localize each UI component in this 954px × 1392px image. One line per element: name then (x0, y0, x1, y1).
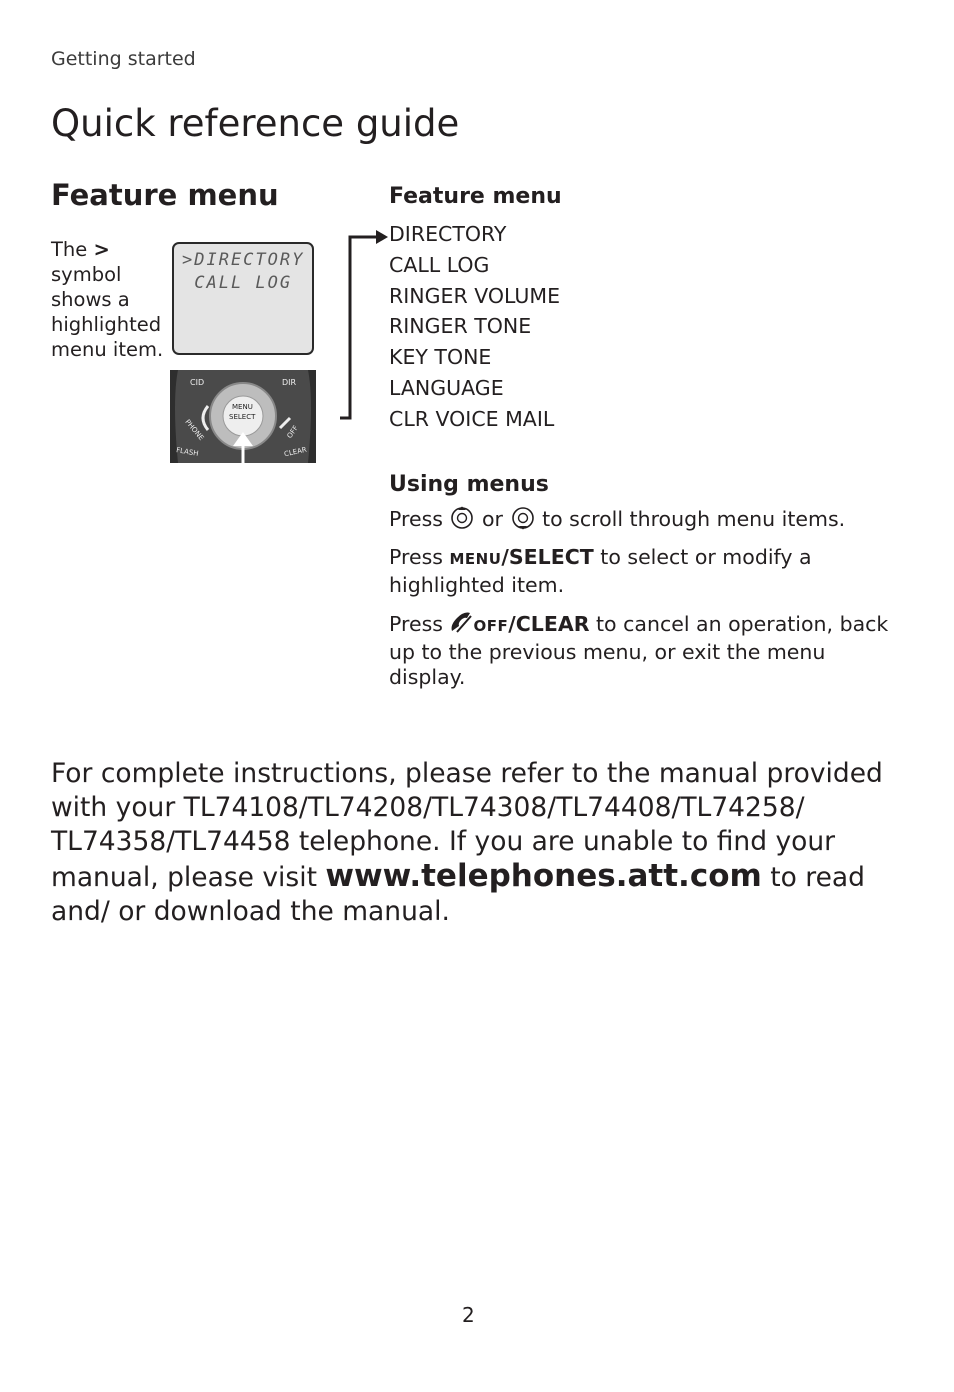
highlight-caption (51, 237, 171, 362)
display-line-directory: >DIRECTORY (182, 250, 305, 270)
scroll-up-key-icon (449, 506, 475, 530)
feature-menu-heading: Feature menu (51, 178, 279, 212)
select-instruction-rest: to select or modify a highlighted item. (389, 545, 812, 597)
cid-key-label: CID (190, 378, 205, 387)
feature-menu-list-heading: Feature menu (389, 184, 562, 209)
caption-symbol: > (93, 238, 110, 261)
using-menus-heading: Using menus (389, 472, 549, 497)
website-link[interactable]: www.telephones.att.com (325, 858, 762, 894)
scroll-instruction (389, 506, 889, 533)
off-key-name: OFF (473, 617, 509, 635)
handset-display (172, 242, 314, 355)
press-text: Press (389, 507, 443, 531)
manual-text-end: to read and/ or download the manual. (51, 862, 865, 927)
menu-item-clr-voice-mail: CLR VOICE MAIL (389, 406, 555, 431)
dir-key-label: DIR (282, 378, 297, 387)
handset-keypad-illustration (168, 370, 318, 463)
display-line-call-log: CALL LOG (182, 273, 293, 293)
menu-item-directory: DIRECTORY (389, 222, 507, 246)
caption-rest: symbol shows a highlighted menu item. (51, 263, 164, 361)
page-title: Quick reference guide (51, 102, 460, 145)
phone-off-icon (449, 611, 473, 635)
page-number: 2 (462, 1303, 475, 1327)
menu-item-key-tone: KEY TONE (389, 345, 492, 370)
manual-reference-paragraph (51, 757, 901, 929)
menu-key-name: MENU (449, 550, 502, 568)
feature-menu-list (389, 222, 560, 438)
scroll-down-key-icon (510, 506, 536, 530)
section-label: Getting started (51, 48, 196, 70)
clear-key-name: /CLEAR (508, 612, 590, 636)
menu-item-language: LANGUAGE (389, 375, 504, 400)
menu-key-label: MENU (232, 403, 253, 411)
cancel-instruction-rest: to cancel an operation, back up to the previous menu, or exit the menu display. (389, 612, 889, 689)
select-key-label: SELECT (229, 413, 256, 421)
cancel-instruction (389, 611, 889, 691)
select-instruction (389, 545, 889, 598)
press-text: Press (389, 612, 443, 636)
clear-key-label: CLEAR (283, 445, 308, 459)
or-text: or (482, 507, 503, 531)
press-text: Press (389, 545, 443, 569)
menu-item-ringer-volume: RINGER VOLUME (389, 283, 561, 308)
menu-item-call-log: CALL LOG (389, 252, 490, 277)
select-key-name: /SELECT (501, 545, 594, 569)
menu-item-ringer-tone: RINGER TONE (389, 314, 532, 339)
flash-key-label: FLASH (175, 446, 200, 458)
menu-connector-arrow (340, 225, 390, 425)
caption-the: The (51, 238, 88, 261)
phone-key-label: PHONE (183, 417, 206, 443)
manual-text: For complete instructions, please refer to the manual provided with your TL74108/TL74208/TL74308/TL74408/TL74258/ TL74358/TL74458 telephone. If you are unable to find your manual, please visit (51, 758, 883, 893)
scroll-instruction-rest: to scroll through menu items. (542, 507, 846, 531)
off-key-label: OFF (285, 424, 300, 440)
